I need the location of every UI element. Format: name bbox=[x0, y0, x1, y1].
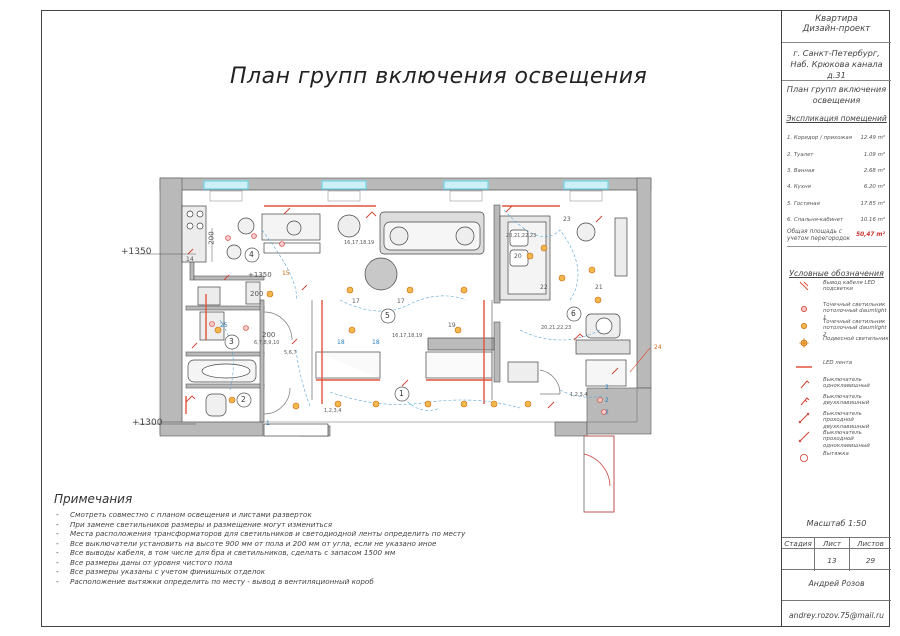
group-label-hall: 1,2,3,4 bbox=[324, 408, 342, 414]
group-label-bath: 6,7,8,9,10 bbox=[254, 340, 280, 346]
scale-label: Масштаб 1:50 bbox=[806, 518, 867, 528]
living-room bbox=[312, 212, 494, 400]
group-label-kitchen: 5,6,7 bbox=[284, 350, 297, 356]
explication-title: Экспликация помещений bbox=[786, 114, 887, 123]
project-block bbox=[782, 10, 891, 43]
group-17-a: 17 bbox=[352, 298, 360, 305]
author-email[interactable]: andrey.rozov.75@mail.ru bbox=[789, 611, 884, 620]
group-14: 14 bbox=[186, 256, 194, 263]
legend-item: Выключатель проходной одноклавишный bbox=[788, 430, 888, 444]
group-1: 1 bbox=[266, 420, 270, 427]
total-area-value: 50,47 m² bbox=[856, 232, 885, 238]
legend-item: Подвесной светильник bbox=[788, 336, 888, 350]
group-19: 19 bbox=[448, 322, 456, 329]
balcony-door bbox=[584, 436, 614, 512]
total-area bbox=[787, 229, 887, 247]
dim-200-a: 200 bbox=[250, 290, 264, 298]
switch-pass-single-icon bbox=[796, 430, 812, 444]
room-5-number: 5 bbox=[385, 311, 390, 320]
explication-table bbox=[787, 130, 885, 228]
address-line-2: Наб. Крюкова канала д.31 bbox=[790, 59, 883, 80]
group-17-b: 17 bbox=[397, 298, 405, 305]
address-block bbox=[782, 43, 891, 81]
legend-item: Выключатель двухклавишный bbox=[788, 394, 888, 408]
title-block bbox=[781, 10, 890, 627]
stage-header: Стадия bbox=[782, 538, 815, 549]
note-item: - Расположение вытяжки определить по месту - вывод в вентиляционный короб bbox=[56, 577, 516, 587]
switch-pass-double-icon bbox=[796, 411, 812, 425]
legend-item: LED лента bbox=[788, 360, 888, 374]
sheets-header: Листов bbox=[850, 538, 891, 549]
note-item: - Смотреть совместно с планом освещения и листами разверток bbox=[56, 510, 516, 520]
group-15: 15 bbox=[282, 270, 290, 277]
total-area-label: Общая площадь с учетом перегородок bbox=[787, 229, 851, 242]
notes-title: Примечания bbox=[54, 492, 133, 506]
notes-list bbox=[56, 510, 516, 586]
explication-row: 3. Ванная 2.68 m² bbox=[787, 167, 885, 174]
sheet-title: План групп включения освещения bbox=[230, 64, 648, 89]
group-label-bed-mid: 20,21,22,23 bbox=[541, 325, 572, 331]
dim-200-vertical: 200 bbox=[207, 231, 216, 245]
led-cable-icon bbox=[796, 280, 812, 294]
group-21: 21 bbox=[595, 284, 603, 291]
group-24: 24 bbox=[654, 344, 662, 351]
explication-row: 5. Гостиная 17.85 m² bbox=[787, 200, 885, 207]
legend-item: Выключатель проходной двухклавишный bbox=[788, 411, 888, 425]
legend-item: Выключатель одноклавишный bbox=[788, 377, 888, 391]
note-item: - При замене светильников размеры и размещение могут измениться bbox=[56, 520, 516, 530]
explication-row: 6. Спальня-кабинет 10.16 m² bbox=[787, 217, 885, 224]
room-3-number: 3 bbox=[229, 337, 234, 346]
switch-double-icon bbox=[796, 394, 812, 408]
project-line-2: Дизайн-проект bbox=[802, 24, 871, 34]
sheet-header: Лист bbox=[815, 538, 850, 549]
room-6-number: 6 bbox=[571, 309, 576, 318]
group-2-a: 2 bbox=[605, 384, 609, 391]
room-2-number: 2 bbox=[241, 395, 246, 404]
note-item: - Все размеры указаны с учетом финишных отделок bbox=[56, 567, 516, 577]
group-label-mid: 16,17,18,19 bbox=[392, 333, 423, 339]
note-item: - Все выключатели установить на высоте 900 мм от пола и 200 мм от угла, если не указано иное bbox=[56, 539, 516, 549]
dim-left-top: +1350 bbox=[121, 247, 152, 257]
group-2-c: 2 bbox=[605, 409, 609, 416]
group-22: 22 bbox=[540, 284, 548, 291]
switch-single-icon bbox=[796, 377, 812, 391]
group-label-hall-2: 1,2,3,4 bbox=[570, 392, 588, 398]
stage-table bbox=[782, 537, 891, 570]
room-4-number: 4 bbox=[249, 250, 254, 259]
room-1-number: 1 bbox=[399, 389, 404, 398]
project-line-1: Квартира bbox=[815, 14, 858, 24]
legend-item: Точечный светильник потолочный daumlight 2 bbox=[788, 319, 888, 333]
sheet-name-line-1: План групп включения bbox=[786, 84, 887, 94]
sheets-value: 29 bbox=[865, 555, 876, 565]
group-18-b: 18 bbox=[372, 339, 380, 346]
sheet-value: 13 bbox=[815, 549, 850, 571]
legend-item: Точечный светильник потолочный daumlight 1 bbox=[788, 302, 888, 316]
explication-row: 1. Коридор / прихожая 12.49 m² bbox=[787, 135, 885, 142]
group-20: 20 bbox=[514, 253, 522, 260]
pendant-light-icon bbox=[796, 336, 812, 350]
legend-item: Вытяжка bbox=[788, 451, 888, 465]
sheet-name-line-2: освещения bbox=[812, 95, 861, 105]
dim-200-b: 200 bbox=[262, 331, 276, 339]
author-name: Андрей Розов bbox=[808, 579, 865, 588]
group-label-bed-top: 20,21,22,23 bbox=[506, 233, 537, 239]
note-item: - Места расположения трансформаторов для светильников и светодиодной ленты определить по месту bbox=[56, 529, 516, 539]
bedroom bbox=[500, 216, 630, 386]
note-item: - Все выводы кабеля, в том числе для бра и светильников, сделать с запасом 1500 мм bbox=[56, 548, 516, 558]
dim-left-bottom: +1300 bbox=[132, 418, 163, 428]
address-line-1: г. Санкт-Петербург, bbox=[793, 48, 880, 58]
group-18-a: 18 bbox=[337, 339, 345, 346]
legend-item: Вывод кабеля LED подсветки bbox=[788, 280, 888, 294]
led-strip-icon bbox=[796, 360, 812, 374]
explication-row: 2. Туалет 1.09 m² bbox=[787, 151, 885, 158]
note-item: - Все размеры даны от уровня чистого пола bbox=[56, 558, 516, 568]
hood-icon bbox=[796, 451, 812, 465]
spot-light-2-icon bbox=[796, 319, 812, 333]
group-23: 23 bbox=[563, 216, 571, 223]
explication-row: 4. Кухня 6.20 m² bbox=[787, 184, 885, 191]
group-25: 25 bbox=[220, 322, 228, 329]
spot-light-icon bbox=[796, 302, 812, 316]
group-2-b: 2 bbox=[605, 397, 609, 404]
group-label-sofa: 16,17,18,19 bbox=[344, 240, 375, 246]
stage-value bbox=[782, 549, 815, 571]
legend-title: Условные обозначения bbox=[789, 269, 884, 278]
dim-kitchen-inner: +1350 bbox=[248, 271, 272, 279]
